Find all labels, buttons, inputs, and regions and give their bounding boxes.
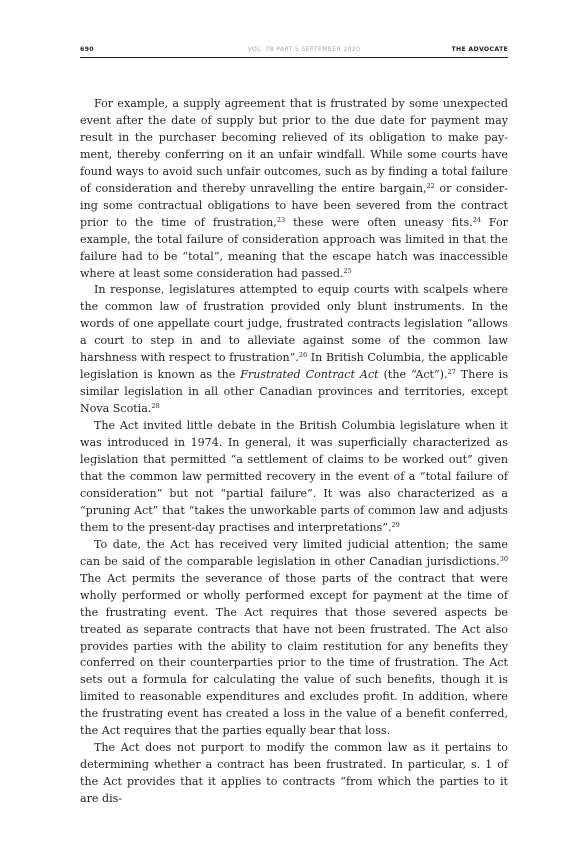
footnote-ref: 28 (151, 402, 160, 411)
footnote-ref: 30 (499, 554, 508, 563)
body-paragraph (80, 537, 508, 740)
text-run: There is similar legislation in all other Canadian provinces and territories, except Nova Scotia. (80, 368, 509, 416)
footnote-ref: 29 (391, 520, 400, 529)
body-paragraph (80, 96, 508, 282)
footnote-ref: 26 (298, 351, 308, 360)
footnote-ref: 22 (426, 181, 435, 190)
italic-title: Frustrated Contract Act (240, 368, 379, 382)
header-rule (80, 57, 508, 58)
issue-info: VOL. 78 PART 5 SEPTEMBER 2020 (247, 46, 361, 53)
text-run: or considering some contractual obligations to have been severed from the contract prior to the time of frustration, (80, 181, 508, 229)
page-number: 690 (80, 46, 94, 53)
footnote-ref: 24 (472, 215, 481, 224)
footnote-ref: 23 (276, 215, 286, 224)
text-run: In response, legislatures attempted to equip courts with scalpels where the common law of frustration provided only blunt instruments. In the words of one appellate court judge, frustrated contracts legislation “allows a court to step in and to alleviate against some of the common law harshness with respect to frustration”. (80, 283, 508, 365)
footnote-ref: 27 (447, 368, 456, 377)
text-run: The Act does not purport to modify the common law as it pertains to determining whether a contract has been frustrated. In particular, s. 1 of the Act provides that it applies to contracts “from which the parties to it are dis- (80, 741, 508, 806)
journal-name: THE ADVOCATE (451, 46, 508, 53)
text-run: For example, the total failure of consideration approach was limited in that the failure had to be “total”, meaning that the escape hatch was inaccessible where at least some consideration had passed. (80, 215, 508, 280)
text-run: In British Columbia, the applicable legislation is known as the (80, 351, 508, 382)
running-header (80, 44, 508, 58)
text-run: For example, a supply agreement that is frustrated by some unexpected event after the date of supply but prior to the due date for payment may result in the purchaser becoming relieved of its obligation to make payment, thereby conferring on it an unfair windfall. While some courts have found ways to avoid such unfair outcomes, such as by finding a total failure of consideration and thereby unravelling the entire bargain, (80, 97, 508, 195)
text-run: these were often uneasy fits. (285, 215, 473, 229)
article-body (80, 96, 508, 808)
text-run: The Act permits the severance of those parts of the contract that were wholly performed or wholly performed except for payment at the time of the frustrating event. The Act requires that those severed aspects be treated as separate contracts that have not been frustrated. The Act also provides parties with the ability to claim restitution for any benefits they conferred on their counterparties prior to the time of frustration. The Act sets out a formula for calculating the value of such benefits, though it is limited to reasonable expenditures and excludes profit. In addition, where the frustrating event has created a loss in the value of a benefit conferred, the Act requires that the parties equally bear that loss. (80, 571, 508, 738)
footnote-ref: 25 (343, 266, 352, 275)
text-run: (the “Act”). (378, 368, 448, 382)
body-paragraph (80, 282, 508, 418)
text-run: The Act invited little debate in the British Columbia legislature when it was introduced in 1974. In general, it was superficially characterized as legislation that permitted “a settlement of claims to be worked out” given that the common law permitted recovery in the event of a “total failure of consideration” but not “partial failure”. It was also characterized as a “pruning Act” that “takes the unworkable parts of common law and adjusts them to the present-day practises and interpretations”. (80, 419, 508, 534)
body-paragraph (80, 740, 508, 808)
text-run: To date, the Act has received very limited judicial attention; the same can be said of the comparable legislation in other Canadian jurisdictions. (80, 537, 508, 568)
body-paragraph (80, 418, 508, 537)
